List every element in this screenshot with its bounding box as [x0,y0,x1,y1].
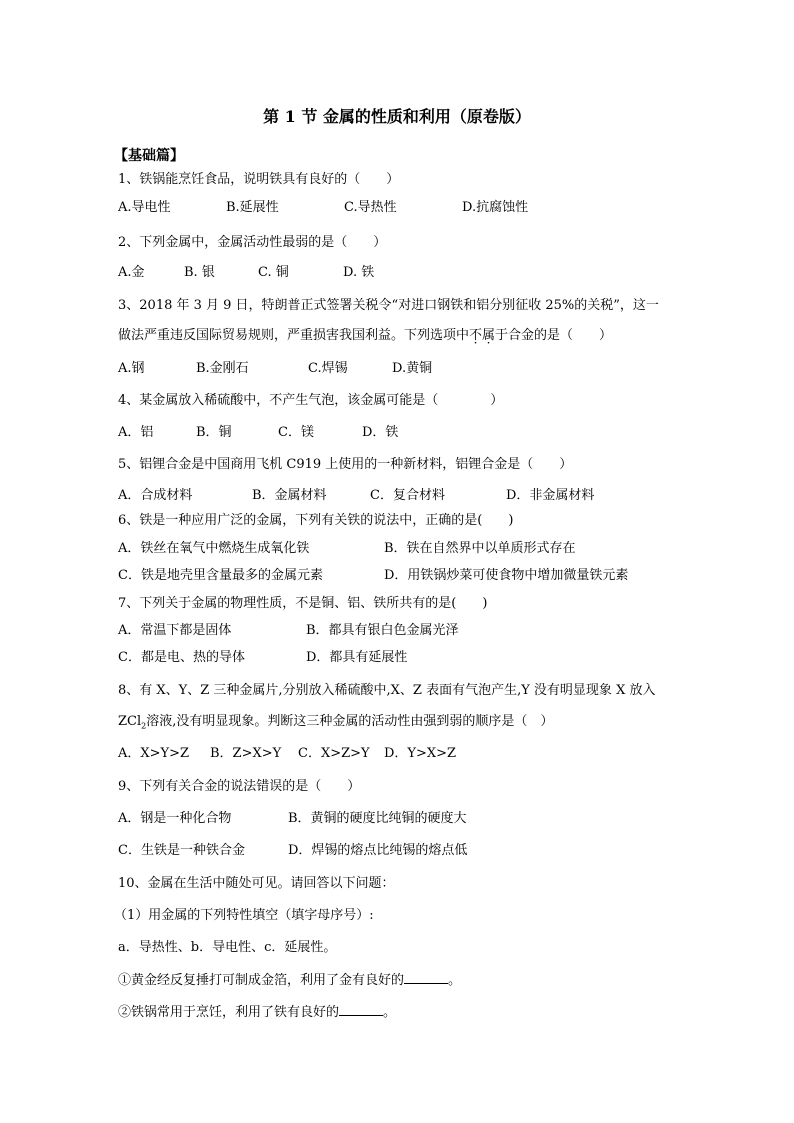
q9-option-c: C．生铁是一种铁合金 [118,843,245,858]
q4-option-b: B．铜 [196,425,232,440]
q10-item-2 [118,1003,396,1022]
q3-option-d: D.黄铜 [392,361,433,376]
q8-option-d: D．Y>X>Z [384,746,457,761]
q7-option-a: A．常温下都是固体 [118,623,232,638]
q3-stem-part-b: 于合金的是（ ） [495,328,613,343]
question-1-stem: 1、铁锅能烹饪食品，说明铁具有良好的（ ） [118,172,400,187]
q3-option-c: C.焊锡 [308,361,348,376]
q3-option-b: B.金刚石 [196,361,249,376]
q10-item-1 [118,971,461,990]
q1-option-b: B.延展性 [226,200,279,215]
q9-option-a: A．钢是一种化合物 [118,811,232,826]
question-8-stem-line1: 8、有 X、Y、Z 三种金属片,分别放入稀硫酸中,X、Z 表面有气泡产生,Y 没有明显现象 X 放入 [118,683,656,698]
q8-formula: ZCl [118,714,142,729]
question-9-stem: 9、下列有关合金的说法错误的是（ ） [118,779,361,794]
page-title: 第 1 节 金属的性质和利用（原卷版） [263,107,531,126]
q7-option-d: D．都具有延展性 [306,650,408,665]
q4-option-d: D．铁 [362,425,399,440]
q6-option-a: A．铁丝在氧气中燃烧生成氧化铁 [118,541,310,556]
q7-option-b: B．都具有银白色金属光泽 [306,623,459,638]
q3-emphasis-char-2: 属 [482,328,496,343]
q5-option-b: B．金属材料 [252,488,327,503]
q3-option-a: A.钢 [118,361,145,376]
q10-choices: a．导热性、b．导电性、c．延展性。 [118,940,337,955]
q10-item-2-end: 。 [383,1005,397,1020]
q8-option-b: B．Z>X>Y [210,746,282,761]
q1-option-a: A.导电性 [118,200,171,215]
question-4-stem: 4、某金属放入稀硫酸中，不产生气泡，该金属可能是（ ） [118,393,504,408]
question-3-stem-line2 [118,327,612,345]
q8-option-c: C．X>Z>Y [298,746,370,761]
q1-option-c: C.导热性 [344,200,397,215]
q8-formula-subscript: 2 [141,721,147,731]
q6-option-d: D．用铁锅炒菜可使食物中增加微量铁元素 [384,568,629,583]
q6-option-b: B．铁在自然界中以单质形式存在 [384,541,576,556]
q5-option-d: D．非金属材料 [506,488,595,503]
question-6-stem: 6、铁是一种应用广泛的金属，下列有关铁的说法中，正确的是( ) [118,513,514,528]
question-8-stem-line2 [118,713,553,736]
q7-option-c: C．都是电、热的导体 [118,650,245,665]
q5-option-a: A．合成材料 [118,488,193,503]
q6-option-c: C．铁是地壳里含量最多的金属元素 [118,568,323,583]
q8-option-a: A．X>Y>Z [118,746,190,761]
q1-option-d: D.抗腐蚀性 [462,200,529,215]
q10-item-1-blank[interactable] [404,971,448,984]
q2-option-b: B. 银 [184,265,215,280]
q5-option-c: C．复合材料 [370,488,445,503]
question-10-stem: 10、金属在生活中随处可见。请回答以下问题： [118,876,395,891]
section-heading: 【基础篇】 [114,148,184,164]
q8-stem-part-b: 溶液,没有明显现象。判断这三种金属的活动性由强到弱的顺序是（ ） [146,714,554,729]
q4-option-a: A．铝 [118,425,154,440]
q3-stem-part-a: 做法严重违反国际贸易规则，严重损害我国利益。下列选项中 [118,328,470,343]
question-3-stem-line1: 3、2018 年 3 月 9 日，特朗普正式签署关税令“对进口钢铁和铝分别征收 25%的关税”，这一 [118,298,659,313]
question-7-stem: 7、下列关于金属的物理性质，不是铜、铝、铁所共有的是( ) [118,596,488,611]
q10-item-1-end: 。 [448,973,462,988]
q9-option-d: D．焊锡的熔点比纯锡的熔点低 [288,843,468,858]
question-2-stem: 2、下列金属中，金属活动性最弱的是（ ） [118,235,387,250]
q10-item-2-blank[interactable] [339,1003,383,1016]
q9-option-b: B．黄铜的硬度比纯铜的硬度大 [288,811,467,826]
question-5-stem: 5、铝锂合金是中国商用飞机 C919 上使用的一种新材料，铝锂合金是（ ） [118,457,573,472]
q2-option-a: A.金 [118,265,145,280]
q2-option-c: C. 铜 [258,265,289,280]
q10-item-2-text: ②铁锅常用于烹饪，利用了铁有良好的 [118,1005,340,1020]
q3-emphasis-char-1: 不 [469,328,483,343]
q4-option-c: C．镁 [278,425,314,440]
q10-item-1-text: ①黄金经反复捶打可制成金箔，利用了金有良好的 [118,973,405,988]
q2-option-d: D. 铁 [343,265,375,280]
q10-subquestion-1: （1）用金属的下列特性填空（填字母序号）: [114,908,374,923]
